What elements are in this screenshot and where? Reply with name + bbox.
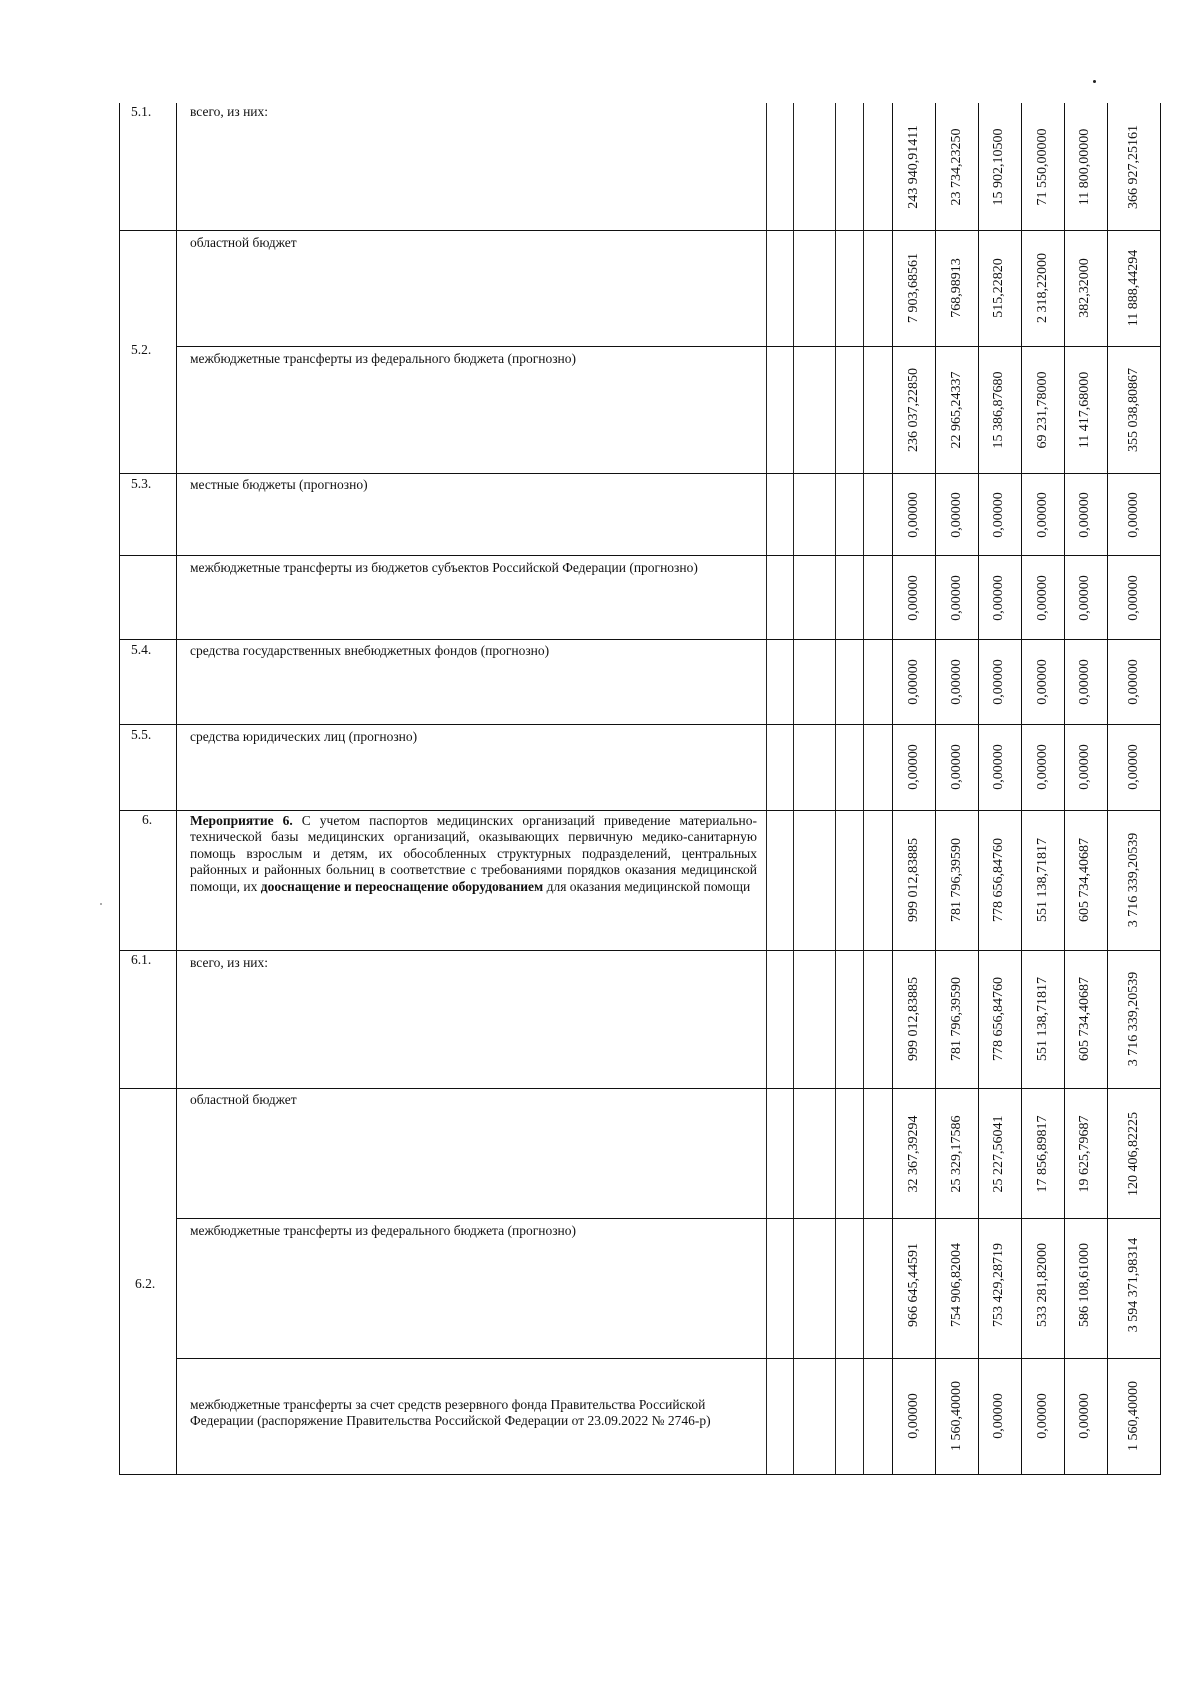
scan-speck <box>100 903 102 905</box>
value-cell: 754 906,82004 <box>949 1243 964 1327</box>
value-cell: 0,00000 <box>906 1393 921 1439</box>
column-divider <box>863 103 864 1475</box>
value-cell: 366 927,25161 <box>1126 125 1141 209</box>
value-cell: 0,00000 <box>1035 492 1050 538</box>
table-border-right <box>1160 103 1161 1475</box>
row-divider <box>119 950 1161 951</box>
value-cell: 3 716 339,20539 <box>1126 832 1141 928</box>
value-cell: 605 734,40687 <box>1077 838 1092 922</box>
value-cell: 243 940,91411 <box>906 125 921 209</box>
value-cell: 586 108,61000 <box>1077 1243 1092 1327</box>
scan-speck <box>1093 80 1096 83</box>
value-cell: 0,00000 <box>1035 659 1050 705</box>
measure-emphasis: дооснащение и переоснащение оборудованием <box>260 878 544 894</box>
row-number: 5.5. <box>131 727 152 742</box>
row-divider <box>176 1218 1161 1219</box>
value-cell: 0,00000 <box>991 575 1006 621</box>
table-border-left <box>119 103 120 1475</box>
value-cell: 0,00000 <box>906 744 921 790</box>
value-cell: 0,00000 <box>1077 575 1092 621</box>
column-divider <box>935 103 936 1475</box>
value-cell: 17 856,89817 <box>1035 1115 1050 1193</box>
value-cell: 999 012,83885 <box>906 838 921 922</box>
value-cell: 11 417,68000 <box>1077 371 1092 449</box>
row-number: 5.1. <box>131 104 152 119</box>
row-description: межбюджетные трансферты из федерального бюджета (прогнозно) <box>190 1223 577 1238</box>
row-divider <box>176 346 1161 347</box>
value-cell: 0,00000 <box>991 1393 1006 1439</box>
row-divider <box>119 555 1161 556</box>
value-cell: 0,00000 <box>1035 575 1050 621</box>
row-divider <box>176 1358 1161 1359</box>
value-cell: 382,32000 <box>1077 258 1092 318</box>
value-cell: 23 734,23250 <box>949 128 964 206</box>
measure-text: С учетом паспортов медицинских организаций приведение материально-технической базы медицинских организаций, оказывающих первичную медико-санитарную помощь взрослым и детям, их обособленных структурных подразделений, центральных районных и районных больниц в соответствие с требованиями порядков оказания медицинской помощи, их <box>190 813 757 894</box>
value-cell: 15 386,87680 <box>991 371 1006 449</box>
value-cell: 768,98913 <box>949 258 964 318</box>
value-cell: 966 645,44591 <box>906 1243 921 1327</box>
row-description: областной бюджет <box>190 1092 297 1107</box>
table-border-bottom <box>119 1474 1161 1475</box>
column-divider <box>176 103 177 1475</box>
row-description: всего, из них: <box>190 955 269 970</box>
row-description: межбюджетные трансферты из федерального бюджета (прогнозно) <box>190 351 577 366</box>
column-divider <box>766 103 767 1475</box>
row-description: областной бюджет <box>190 235 297 250</box>
row-number: 6. <box>142 812 153 827</box>
row-description: средства государственных внебюджетных фондов (прогнозно) <box>190 643 550 658</box>
value-cell: 778 656,84760 <box>991 977 1006 1061</box>
value-cell: 69 231,78000 <box>1035 371 1050 449</box>
value-cell: 0,00000 <box>991 659 1006 705</box>
value-cell: 1 560,40000 <box>949 1381 964 1451</box>
value-cell: 71 550,00000 <box>1035 128 1050 206</box>
row-number: 6.1. <box>131 952 152 967</box>
value-cell: 0,00000 <box>949 659 964 705</box>
value-cell: 781 796,39590 <box>949 977 964 1061</box>
value-cell: 25 227,56041 <box>991 1115 1006 1193</box>
value-cell: 515,22820 <box>991 258 1006 318</box>
value-cell: 753 429,28719 <box>991 1243 1006 1327</box>
row-divider <box>119 230 1161 231</box>
row-description: всего, из них: <box>190 104 269 119</box>
value-cell: 7 903,68561 <box>906 253 921 323</box>
row-number: 6.2. <box>135 1276 156 1291</box>
value-cell: 999 012,83885 <box>906 977 921 1061</box>
value-cell: 0,00000 <box>906 492 921 538</box>
value-cell: 0,00000 <box>991 492 1006 538</box>
column-divider <box>978 103 979 1475</box>
row-number: 5.2. <box>131 342 152 357</box>
value-cell: 0,00000 <box>1126 744 1141 790</box>
value-cell: 1 560,40000 <box>1126 1381 1141 1451</box>
value-cell: 0,00000 <box>906 575 921 621</box>
row-divider <box>119 639 1161 640</box>
value-cell: 0,00000 <box>1077 659 1092 705</box>
row-divider <box>119 473 1161 474</box>
value-cell: 0,00000 <box>1035 744 1050 790</box>
column-divider <box>892 103 893 1475</box>
value-cell: 0,00000 <box>1077 492 1092 538</box>
value-cell: 0,00000 <box>1126 659 1141 705</box>
value-cell: 778 656,84760 <box>991 838 1006 922</box>
value-cell: 0,00000 <box>1126 575 1141 621</box>
value-cell: 19 625,79687 <box>1077 1115 1092 1193</box>
value-cell: 15 902,10500 <box>991 128 1006 206</box>
value-cell: 22 965,24337 <box>949 371 964 449</box>
column-divider <box>1107 103 1108 1475</box>
row-divider <box>119 1088 1161 1089</box>
value-cell: 781 796,39590 <box>949 838 964 922</box>
row-number: 5.3. <box>131 476 152 491</box>
value-cell: 0,00000 <box>1077 744 1092 790</box>
value-cell: 533 281,82000 <box>1035 1243 1050 1327</box>
value-cell: 25 329,17586 <box>949 1115 964 1193</box>
value-cell: 0,00000 <box>949 575 964 621</box>
measure-6-description <box>190 813 757 895</box>
row-description: местные бюджеты (прогнозно) <box>190 477 368 492</box>
value-cell: 0,00000 <box>991 744 1006 790</box>
value-cell: 0,00000 <box>906 659 921 705</box>
value-cell: 11 888,44294 <box>1126 249 1141 327</box>
value-cell: 3 716 339,20539 <box>1126 971 1141 1067</box>
value-cell: 605 734,40687 <box>1077 977 1092 1061</box>
column-divider <box>1021 103 1022 1475</box>
value-cell: 551 138,71817 <box>1035 838 1050 922</box>
value-cell: 32 367,39294 <box>906 1115 921 1193</box>
value-cell: 236 037,22850 <box>906 368 921 452</box>
row-divider <box>119 724 1161 725</box>
value-cell: 0,00000 <box>1035 1393 1050 1439</box>
value-cell: 120 406,82225 <box>1126 1112 1141 1196</box>
measure-title: Мероприятие 6. <box>190 813 293 828</box>
value-cell: 2 318,22000 <box>1035 253 1050 323</box>
value-cell: 0,00000 <box>1126 492 1141 538</box>
value-cell: 0,00000 <box>1077 1393 1092 1439</box>
value-cell: 0,00000 <box>949 492 964 538</box>
row-description: межбюджетные трансферты за счет средств резервного фонда Правительства Российской Федерации (распоряжение Правительства Российской Федерации от 23.09.2022 № 2746-р) <box>190 1397 711 1429</box>
column-divider <box>793 103 794 1475</box>
measure-text-end: для оказания медицинской помощи <box>543 878 751 894</box>
row-divider <box>119 810 1161 811</box>
value-cell: 11 800,00000 <box>1077 128 1092 206</box>
column-divider <box>1064 103 1065 1475</box>
column-divider <box>835 103 836 1475</box>
row-description: межбюджетные трансферты из бюджетов субъектов Российской Федерации (прогнозно) <box>190 560 698 575</box>
value-cell: 0,00000 <box>949 744 964 790</box>
row-number: 5.4. <box>131 642 152 657</box>
row-description: средства юридических лиц (прогнозно) <box>190 729 418 744</box>
value-cell: 551 138,71817 <box>1035 977 1050 1061</box>
value-cell: 3 594 371,98314 <box>1126 1237 1141 1333</box>
value-cell: 355 038,80867 <box>1126 368 1141 452</box>
